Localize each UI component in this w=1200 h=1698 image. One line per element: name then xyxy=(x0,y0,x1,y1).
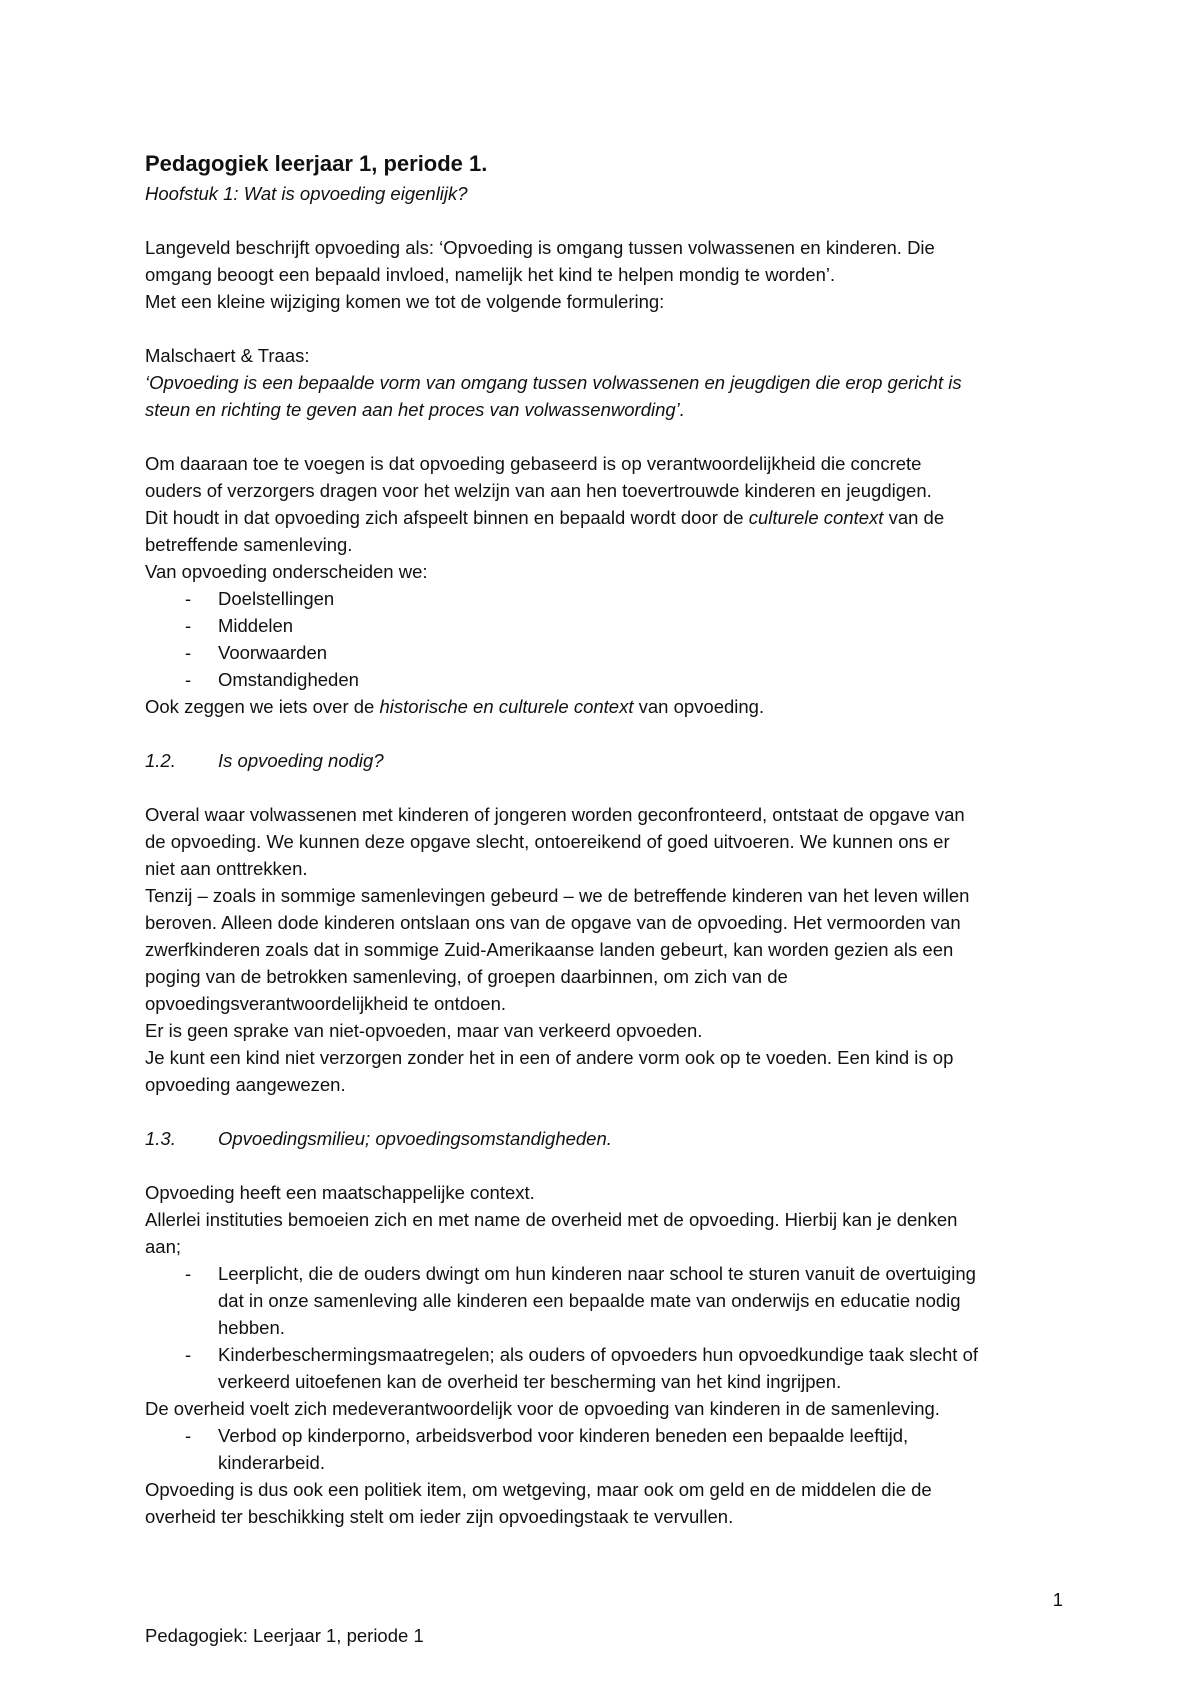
paragraph-line: beroven. Alleen dode kinderen ontslaan ons van de opgave van de opvoeding. Het vermoorden van xyxy=(145,912,961,933)
list-item: Middelen xyxy=(218,615,294,636)
paragraph-line: zwerfkinderen zoals dat in sommige Zuid-Amerikaanse landen gebeurt, kan worden gezien als een xyxy=(145,939,954,960)
list-item: Verbod op kinderporno, arbeidsverbod voor kinderen beneden een bepaalde leeftijd, xyxy=(218,1425,909,1446)
text-run: van opvoeding. xyxy=(633,696,765,717)
text-run: Dit houdt in dat opvoeding zich afspeelt binnen en bepaald wordt door de xyxy=(145,507,749,528)
quote-line: ‘Opvoeding is een bepaalde vorm van omgang tussen volwassenen en jeugdigen die erop gericht is xyxy=(145,372,962,393)
intro-line: Langeveld beschrijft opvoeding als: ‘Opvoeding is omgang tussen volwassenen en kinderen. Die xyxy=(145,237,935,258)
emphasis-text: historische en culturele context xyxy=(379,696,634,717)
paragraph-line: overheid ter beschikking stelt om ieder zijn opvoedingstaak te vervullen. xyxy=(145,1506,734,1527)
paragraph-line: betreffende samenleving. xyxy=(145,534,353,555)
paragraph-line xyxy=(145,693,1065,720)
section-title: Opvoedingsmilieu; opvoedingsomstandigheden. xyxy=(218,1128,612,1149)
list-item: Kinderbeschermingsmaatregelen; als ouders of opvoeders hun opvoedkundige taak slecht of xyxy=(218,1344,979,1365)
list-bullet-dash: - xyxy=(185,642,192,663)
paragraph-line: de opvoeding. We kunnen deze opgave slecht, ontoereikend of goed uitvoeren. We kunnen ons er xyxy=(145,831,950,852)
text-run: Ook zeggen we iets over de xyxy=(145,696,380,717)
list-item-continuation: kinderarbeid. xyxy=(218,1452,325,1473)
list-item: Leerplicht, die de ouders dwingt om hun kinderen naar school te sturen vanuit de overtuiging xyxy=(218,1263,976,1284)
paragraph-line: Je kunt een kind niet verzorgen zonder het in een of andere vorm ook op te voeden. Een kind is op xyxy=(145,1047,954,1068)
emphasis-text: culturele context xyxy=(748,507,884,528)
paragraph-line: De overheid voelt zich medeverantwoordelijk voor de opvoeding van kinderen in de samenleving. xyxy=(145,1398,940,1419)
list-item-continuation: dat in onze samenleving alle kinderen een bepaalde mate van onderwijs en educatie nodig xyxy=(218,1290,961,1311)
paragraph-line: opvoeding aangewezen. xyxy=(145,1074,346,1095)
list-item: Doelstellingen xyxy=(218,588,335,609)
page-number: 1 xyxy=(1052,1589,1063,1610)
paragraph-line: Overal waar volwassenen met kinderen of jongeren worden geconfronteerd, ontstaat de opgave van xyxy=(145,804,965,825)
paragraph-line: Tenzij – zoals in sommige samenlevingen gebeurd – we de betreffende kinderen van het leven willen xyxy=(145,885,970,906)
paragraph-line: Van opvoeding onderscheiden we: xyxy=(145,561,428,582)
quote-author: Malschaert & Traas: xyxy=(145,345,310,366)
list-bullet-dash: - xyxy=(185,1344,192,1365)
section-number: 1.3. xyxy=(145,1128,176,1149)
list-item-continuation: verkeerd uitoefenen kan de overheid ter bescherming van het kind ingrijpen. xyxy=(218,1371,842,1392)
paragraph-line: poging van de betrokken samenleving, of groepen daarbinnen, om zich van de xyxy=(145,966,788,987)
text-run: van de xyxy=(883,507,945,528)
intro-line: Met een kleine wijziging komen we tot de volgende formulering: xyxy=(145,291,665,312)
paragraph-line: Om daaraan toe te voegen is dat opvoeding gebaseerd is op verantwoordelijkheid die concrete xyxy=(145,453,922,474)
paragraph-line: Opvoeding is dus ook een politiek item, om wetgeving, maar ook om geld en de middelen die de xyxy=(145,1479,932,1500)
document-title: Pedagogiek leerjaar 1, periode 1. xyxy=(145,151,488,176)
quote-line: steun en richting te geven aan het proces van volwassenwording’. xyxy=(145,399,685,420)
paragraph-line: opvoedingsverantwoordelijkheid te ontdoen. xyxy=(145,993,507,1014)
section-title: Is opvoeding nodig? xyxy=(218,750,384,771)
paragraph-line: Opvoeding heeft een maatschappelijke context. xyxy=(145,1182,535,1203)
list-item: Voorwaarden xyxy=(218,642,328,663)
paragraph-line: ouders of verzorgers dragen voor het welzijn van aan hen toevertrouwde kinderen en jeugdigen. xyxy=(145,480,932,501)
paragraph-line xyxy=(145,504,1065,531)
chapter-subtitle: Hoofstuk 1: Wat is opvoeding eigenlijk? xyxy=(145,183,468,204)
paragraph-line: Er is geen sprake van niet-opvoeden, maar van verkeerd opvoeden. xyxy=(145,1020,703,1041)
page-footer: Pedagogiek: Leerjaar 1, periode 1 xyxy=(145,1625,424,1646)
paragraph-line: niet aan onttrekken. xyxy=(145,858,308,879)
list-bullet-dash: - xyxy=(185,615,192,636)
paragraph-line: Allerlei instituties bemoeien zich en met name de overheid met de opvoeding. Hierbij kan je denken xyxy=(145,1209,958,1230)
section-number: 1.2. xyxy=(145,750,176,771)
list-bullet-dash: - xyxy=(185,669,192,690)
list-item-continuation: hebben. xyxy=(218,1317,285,1338)
list-bullet-dash: - xyxy=(185,1263,192,1284)
intro-line: omgang beoogt een bepaald invloed, namelijk het kind te helpen mondig te worden’. xyxy=(145,264,836,285)
list-bullet-dash: - xyxy=(185,588,192,609)
list-bullet-dash: - xyxy=(185,1425,192,1446)
paragraph-line: aan; xyxy=(145,1236,182,1257)
list-item: Omstandigheden xyxy=(218,669,359,690)
